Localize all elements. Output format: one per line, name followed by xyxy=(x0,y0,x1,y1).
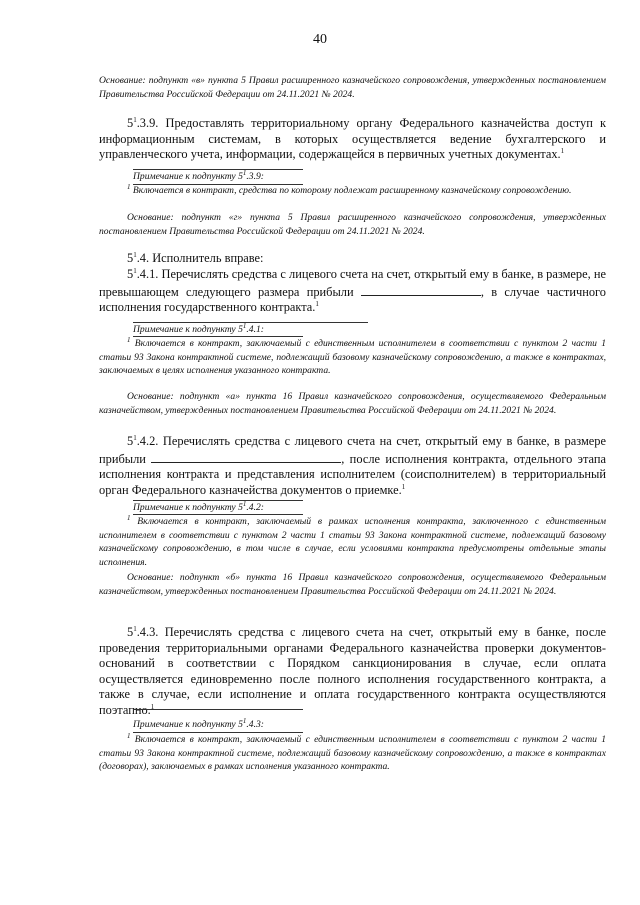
basis-note: Основание: подпункт «г» пункта 5 Правил расширенного казначейского сопровождения, утвержденных постановлением Правительства Российской Федерации от 24.11.2021 № 2024. xyxy=(99,212,606,237)
clause-5-1-3-9 xyxy=(99,116,606,163)
note-header: Примечание к подпункту $5^1.4.2$: xyxy=(133,499,264,513)
note-header: Примечание к подпункту $5^1.4.1$: xyxy=(133,321,264,335)
note-separator xyxy=(133,500,303,501)
basis-note: Основание: подпункт «б» пункта 16 Правил казначейского сопровождения, осуществляемого Федеральным казначейством, утвержденных постановлением Правительства Российской Федерации от 24.11.2021 № 2024. xyxy=(99,572,606,597)
blank-field[interactable] xyxy=(151,450,341,463)
footnote-mark: 1 xyxy=(560,146,565,155)
note-text: $^1$ Включается в контракт, заключаемый в рамках исполнения контракта, заключенного с единственным исполнителем в соответствии с пунктом 2 части 1 статьи 93 Закона контрактной системе, подлежащий базовому казначейскому сопровождению, в том числе в случае, если условиями контракта предусмотрены отдельные этапы исполнения. xyxy=(99,513,606,568)
clause-5-1-4-1: $5^1.4.1$. Перечислять средства с лицевого счета на счет, открытый ему в банке, в размере, не превышающем следующего размера прибыли , в случае частичного исполнения государственного контракта.$^1$ xyxy=(99,266,606,314)
basis-note: Основание: подпункт «в» пункта 5 Правил расширенного казначейского сопровождения, утвержденных постановлением Правительства Российской Федерации от 24.11.2021 № 2024. xyxy=(99,75,606,100)
clause-5-1-4: $5^1.4$. Исполнитель вправе: xyxy=(127,250,264,265)
note-separator xyxy=(133,709,303,710)
page-number: 40 xyxy=(313,32,327,47)
note-header: Примечание к подпункту $5^1.4.3$: xyxy=(133,716,264,730)
basis-note: Основание: подпункт «а» пункта 16 Правил казначейского сопровождения, осуществляемого Федеральным казначейством, утвержденных постановлением Правительства Российской Федерации от 24.11.2021 № 2024. xyxy=(99,391,606,416)
clause-5-1-4-3: $5^1.4.3$. Перечислять средства с лицевого счета на счет, открытый ему в банке, после проведения территориальными органами Федерального казначейства проверки документов-оснований в соответствии с Порядком санкционирования в случае, если оплата осуществляется единовременно после полного исполнения государственного контракта, а также в случае, если исполнение и оплата государственного контракта осуществляются поэтапно.$^1$ xyxy=(99,624,606,717)
blank-field[interactable] xyxy=(361,283,481,296)
superscript: 1 xyxy=(133,115,137,124)
note-separator xyxy=(133,322,368,323)
note-text: $^1$ Включается в контракт, заключаемый с единственным исполнителем в соответствии с пунктом 2 части 1 статьи 93 Закона контрактной системе, подлежащий базовому казначейскому сопровождению, а также в контрактах (договорах), заключаемых в рамках исполнения указанного контракта. xyxy=(99,731,607,772)
note-text: $^1$ Включается в контракт, средства по которому подлежат расширенному казначейскому сопровождению. xyxy=(127,182,572,196)
note-separator xyxy=(133,169,303,170)
clause-number: 5 xyxy=(127,116,134,130)
clause-text: .3.9. Предоставлять территориальному органу Федерального казначейства доступ к информационным системам, в которых осуществляется ведение бухгалтерского и управленческого учета, информации, содержащейся в первичных учетных документах. xyxy=(99,116,606,161)
note-header: Примечание к подпункту $5^1.3.9$: xyxy=(133,168,264,182)
clause-5-1-4-2: $5^1.4.2$. Перечислять средства с лицевого счета на счет, открытый ему в банке, в размере прибыли , после исполнения контракта, отдельного этапа исполнения контракта и представления исполнителем (соисполнителем) в территориальный орган Федерального казначейства документов о приемке.$^1$ xyxy=(99,433,606,497)
note-text: $^1$ Включается в контракт, заключаемый с единственным исполнителем в соответствии с пунктом 2 части 1 статьи 93 Закона контрактной системе, подлежащий базовому казначейскому сопровождению, а также в контрактах, заключаемых в целях исполнения указанного контракта. xyxy=(99,335,607,376)
